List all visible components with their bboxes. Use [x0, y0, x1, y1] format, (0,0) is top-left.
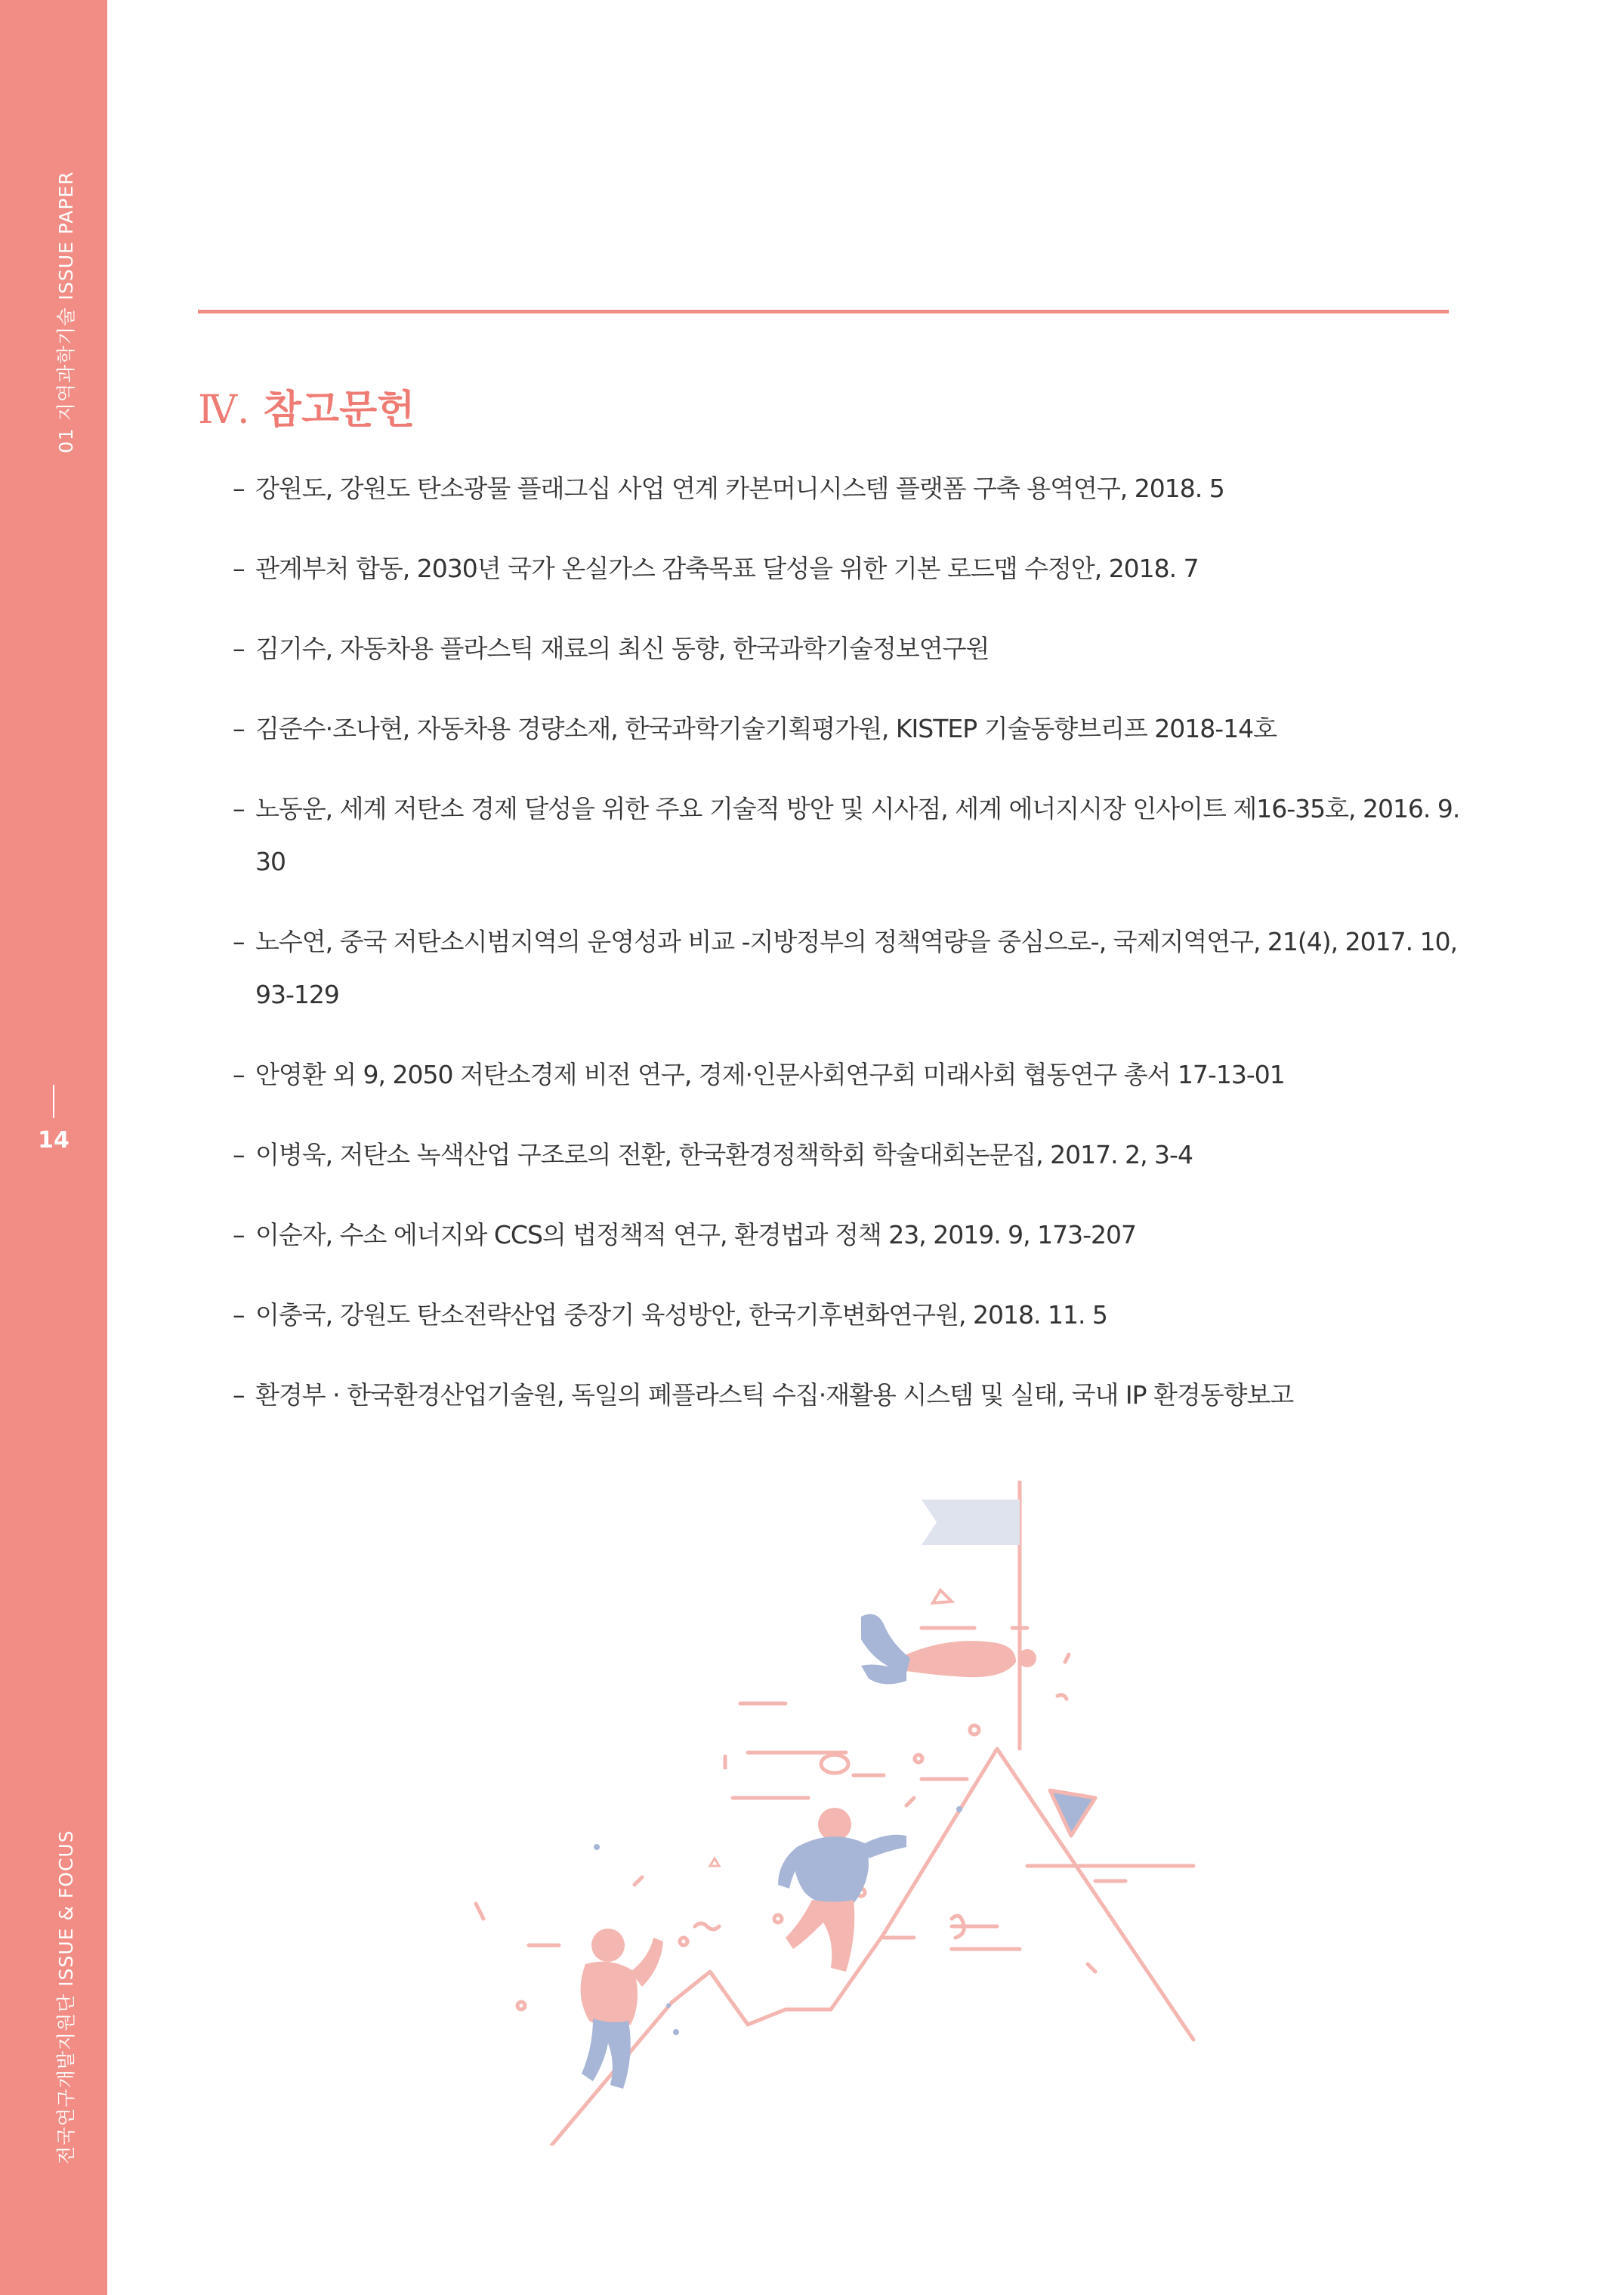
reference-list — [233, 462, 1471, 1449]
sidebar-series-label: 01 지역과학기술 ISSUE PAPER — [55, 171, 77, 453]
triangle-shape — [1050, 1790, 1095, 1836]
section-numeral: Ⅳ. — [198, 388, 250, 433]
mountain-trail — [551, 1749, 1193, 2145]
reference-item: – 환경부 · 한국환경산업기술원, 독일의 폐플라스틱 수집·재활용 시스템 및 실태, 국내 IP 환경동향보고 — [233, 1369, 1471, 1422]
page-number-divider — [53, 1085, 54, 1118]
reference-item: – 이순자, 수소 에너지와 CCS의 법정책적 연구, 환경법과 정책 23, 2019. 9, 173-207 — [233, 1209, 1471, 1262]
reference-item: – 김준수·조나현, 자동차용 경량소재, 한국과학기술기획평가원, KISTEP 기술동향브리프 2018-14호 — [233, 703, 1471, 755]
sidebar — [0, 0, 107, 2295]
reference-item: – 노동운, 세계 저탄소 경제 달성을 위한 주요 기술적 방안 및 시사점, 세계 에너지시장 인사이트 제16-35호, 2016. 9. 30 — [233, 783, 1471, 888]
middle-climber — [778, 1808, 906, 1972]
lower-climber — [581, 1929, 663, 2089]
section-title-text: 참고문헌 — [263, 388, 415, 433]
reference-item: – 강원도, 강원도 탄소광물 플래그십 사업 연계 카본머니시스템 플랫폼 구축 용역연구, 2018. 5 — [233, 462, 1471, 515]
reference-item: – 김기수, 자동차용 플라스틱 재료의 최신 동향, 한국과학기술정보연구원 — [233, 622, 1471, 675]
reference-item: – 이충국, 강원도 탄소전략산업 중장기 육성방안, 한국기후변화연구원, 2018. 11. 5 — [233, 1289, 1471, 1342]
mountain-climbing-illustration — [423, 1481, 1254, 2145]
section-rule — [198, 310, 1449, 314]
reference-item: – 이병욱, 저탄소 녹색산업 구조로의 전환, 한국환경정책학회 학술대회논문집, 2017. 2, 3-4 — [233, 1129, 1471, 1181]
page-number: 14 — [38, 1127, 69, 1154]
reference-item: – 노수연, 중국 저탄소시범지역의 운영성과 비교 -지방정부의 정책역량을 중심으로-, 국제지역연구, 21(4), 2017. 10, 93-129 — [233, 916, 1471, 1021]
sidebar-publication-label: 전국연구개발지원단 ISSUE & FOCUS — [55, 1830, 77, 2164]
flag-icon — [922, 1500, 1020, 1545]
reference-item: – 관계부처 합동, 2030년 국가 온실가스 감축목표 달성을 위한 기본 로드맵 수정안, 2018. 7 — [233, 542, 1471, 595]
section-title — [198, 378, 415, 434]
reference-item: – 안영환 외 9, 2050 저탄소경제 비전 연구, 경제·인문사회연구회 미래사회 협동연구 총서 17-13-01 — [233, 1049, 1471, 1101]
flying-character — [861, 1614, 1036, 1685]
